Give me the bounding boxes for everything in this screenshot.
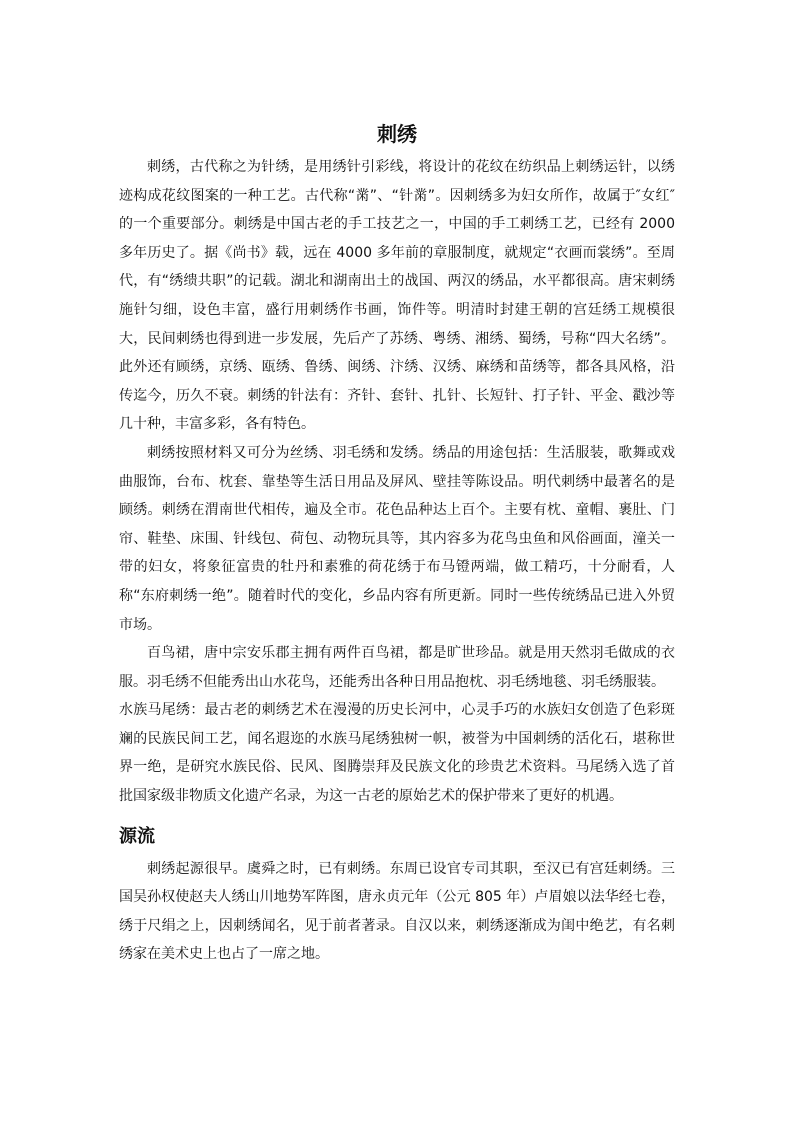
document-body xyxy=(119,118,675,969)
paragraph-materials: 刺绣按照材料又可分为丝绣、羽毛绣和发绣。绣品的用途包括：生活服装，歌舞或戏曲服饰，台布、枕套、靠垫等生活日用品及屏风、壁挂等陈设品。明代刺绣中最著名的是顾绣。刺绣在渭南世代相传，遍及全市。花色品种达上百个。主要有枕、童帽、裹肚、门帘、鞋垫、床围、针线包、荷包、动物玩具等，其内容多为花鸟虫鱼和风俗画面，潼关一带的妇女，将象征富贵的牡丹和素雅的荷花绣于布马镫两端，做工精巧，十分耐看，人称“东府刺绣一绝”。随着时代的变化，乡品内容有所更新。同时一些传统绣品已进入外贸市场。 xyxy=(119,444,675,633)
paragraph-origin: 刺绣起源很早。虞舜之时，已有刺绣。东周已设官专司其职，至汉已有宫廷刺绣。三国吴孙权使赵夫人绣山川地势军阵图，唐永贞元年（公元 805 年）卢眉娘以法华经七卷，绣于尺绢之上，因刺绣闻名，见于前者著录。自汉以来，刺绣逐渐成为闺中绝艺，有名刺绣家在美术史上也占了一席之地。 xyxy=(119,860,675,963)
page-title: 刺绣 xyxy=(377,122,417,146)
paragraph-shui-horsetail: 水族马尾绣：最古老的刺绣艺术在漫漫的历史长河中，心灵手巧的水族妇女创造了色彩斑斓的民族民间工艺，闻名遐迩的水族马尾绣独树一帜，被誉为中国刺绣的活化石，堪称世界一绝，是研究水族民俗、民风、图腾崇拜及民族文化的珍贵艺术资料。马尾绣入选了首批国家级非物质文化遗产名录，为这一古老的原始艺术的保护带来了更好的机遇。 xyxy=(119,702,675,805)
section-heading-origin: 源流 xyxy=(119,825,155,847)
paragraph-feather-skirt: 百鸟裙，唐中宗安乐郡主拥有两件百鸟裙，都是旷世珍品。就是用天然羽毛做成的衣服。羽毛绣不但能秀出山水花鸟，还能秀出各种日用品抱枕、羽毛绣地毯、羽毛绣服装。 xyxy=(119,645,675,690)
paragraph-intro: 刺绣，古代称之为针绣，是用绣针引彩线，将设计的花纹在纺织品上刺绣运针，以绣迹构成花纹图案的一种工艺。古代称“黹”、“针黹”。因刺绣多为妇女所作，故属于″女红″的一个重要部分。刺绣是中国古老的手工技艺之一，中国的手工刺绣工艺，已经有 2000 多年历史了。据《尚书》载，远在 4000 多年前的章服制度，就规定“衣画而裳绣”。至周代，有“绣缋共职”的记载。湖北和湖南出土的战国、两汉的绣品，水平都很高。唐宋刺绣施针匀细，设色丰富，盛行用刺绣作书画，饰件等。明清时封建王朝的宫廷绣工规模很大，民间刺绣也得到进一步发展，先后产了苏绣、粤绣、湘绣、蜀绣，号称“四大名绣”。此外还有顾绣，京绣、瓯绣、鲁绣、闽绣、汴绣、汉绣、麻绣和苗绣等，都各具风格，沿传迄今，历久不衰。刺绣的针法有：齐针、套针、扎针、长短针、打子针、平金、戳沙等几十种，丰富多彩，各有特色。 xyxy=(119,159,675,433)
